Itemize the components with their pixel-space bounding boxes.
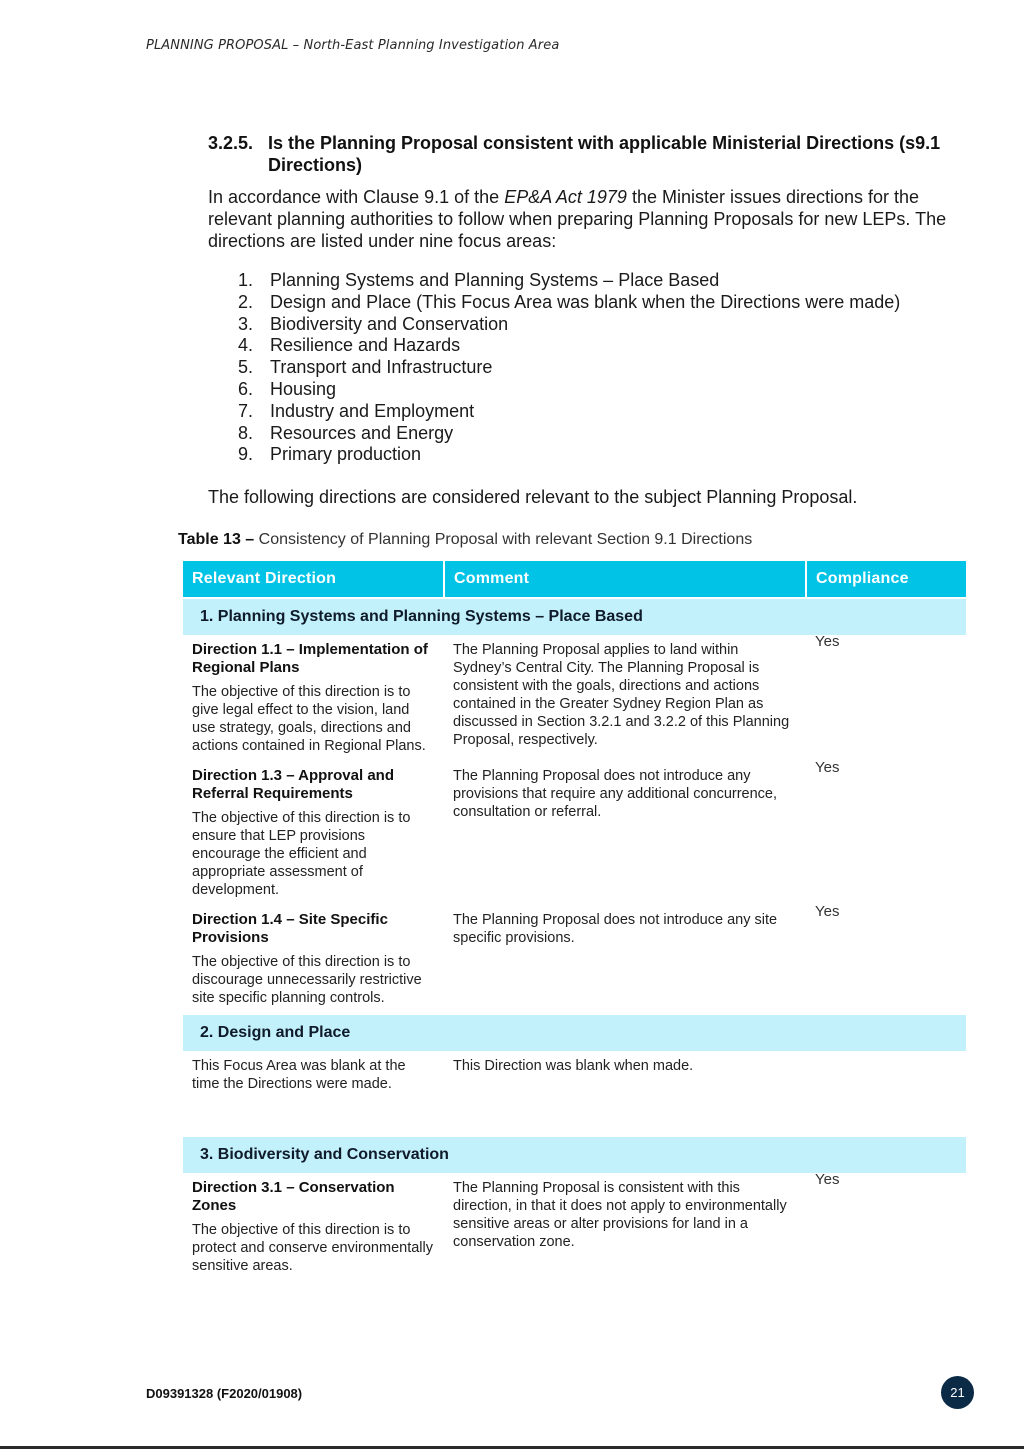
table-caption: [178, 531, 752, 549]
intro-paragraph: [208, 186, 968, 252]
table-caption-label: Table 13 –: [178, 531, 255, 548]
focus-area-item: [238, 444, 968, 466]
column-header-comment: Comment: [444, 561, 806, 598]
focus-area-label: Industry and Employment: [270, 400, 475, 421]
focus-area-item: [238, 423, 968, 445]
focus-area-item: [238, 314, 968, 336]
focus-area-number: 9.: [238, 444, 254, 465]
direction-cell: [183, 1173, 444, 1281]
footer-document-id: D09391328 (F2020/01908): [146, 1386, 303, 1401]
table-caption-text: Consistency of Planning Proposal with relevant Section 9.1 Directions: [254, 531, 753, 548]
focus-area-label: Housing: [270, 378, 337, 399]
table-row: [183, 761, 966, 905]
compliance-cell: [806, 905, 966, 1014]
compliance-value: Yes: [815, 633, 840, 650]
focus-area-number: 3.: [238, 313, 254, 334]
table-row: [183, 635, 966, 761]
focus-area-item: [238, 357, 968, 379]
group-label: 3. Biodiversity and Conservation: [183, 1136, 966, 1173]
direction-objective: The objective of this direction is to give legal effect to the vision, land use strategy, goals, directions and actions contained in Regional Plans.: [192, 684, 426, 754]
spacer-row: [183, 1099, 966, 1136]
focus-area-number: 1.: [238, 270, 254, 290]
focus-area-list: [208, 270, 968, 466]
group-row: [183, 1014, 966, 1051]
compliance-cell: [806, 761, 966, 905]
lead-paragraph: The following directions are considered relevant to the subject Planning Proposal.: [208, 487, 858, 508]
section-title: Is the Planning Proposal consistent with applicable Ministerial Directions (s9.1 Directions): [268, 133, 941, 175]
table-row: [183, 1051, 966, 1099]
direction-cell: [183, 1051, 444, 1099]
focus-area-label: Design and Place (This Focus Area was blank when the Directions were made): [270, 291, 901, 312]
running-header: PLANNING PROPOSAL – North-East Planning Investigation Area: [146, 38, 560, 53]
direction-title: Direction 1.4 – Site Specific Provisions: [192, 911, 388, 946]
column-header-relevant-direction: Relevant Direction: [183, 561, 444, 598]
group-row: [183, 598, 966, 635]
group-label: 2. Design and Place: [183, 1014, 966, 1051]
direction-cell: [183, 635, 444, 761]
compliance-value: Yes: [815, 903, 840, 920]
section-heading: [208, 132, 968, 176]
compliance-value: Yes: [815, 759, 840, 776]
compliance-cell: [806, 1051, 966, 1099]
compliance-cell: [806, 1173, 966, 1281]
direction-title: Direction 1.1 – Implementation of Regional Plans: [192, 641, 428, 676]
compliance-cell: [806, 635, 966, 761]
focus-area-item: [238, 270, 968, 292]
focus-area-label: Planning Systems and Planning Systems – Place Based: [270, 270, 720, 290]
direction-objective: The objective of this direction is to discourage unnecessarily restrictive site specific planning controls.: [192, 954, 422, 1006]
section-3-2-5: [208, 132, 968, 508]
column-header-compliance: Compliance: [806, 561, 966, 598]
focus-area-number: 6.: [238, 378, 254, 399]
comment-cell: The Planning Proposal applies to land within Sydney’s Central City. The Planning Proposal is consistent with the goals, directions and actions contained in the Greater Sydney Region Plan as discussed in Section 3.2.1 and 3.2.2 of this Planning Proposal, respectively.: [453, 642, 790, 748]
table-row: [183, 905, 966, 1014]
page-number-badge: 21: [941, 1376, 974, 1409]
direction-title: Direction 1.3 – Approval and Referral Requirements: [192, 767, 394, 802]
intro-after: the Minister issues directions for the relevant planning authorities to follow when preparing Planning Proposals for new LEPs. The directions are listed under nine focus areas:: [208, 187, 947, 251]
focus-area-label: Resources and Energy: [270, 422, 454, 443]
focus-area-item: [238, 335, 968, 357]
focus-area-label: Biodiversity and Conservation: [270, 313, 509, 334]
focus-area-label: Primary production: [270, 444, 422, 465]
focus-area-item: [238, 379, 968, 401]
direction-cell: [183, 905, 444, 1014]
comment-cell: The Planning Proposal is consistent with this direction, in that it does not apply to environmentally sensitive areas or alter provisions for land in a conservation zone.: [453, 1180, 787, 1250]
table-row: [183, 1173, 966, 1281]
focus-area-number: 4.: [238, 335, 254, 356]
spacer-cell: [183, 1099, 966, 1136]
focus-area-item: [238, 292, 968, 314]
comment-cell: The Planning Proposal does not introduce any provisions that require any additional concurrence, consultation or referral.: [453, 768, 778, 820]
act-name: EP&A Act 1979: [504, 187, 627, 207]
section-number: 3.2.5.: [208, 133, 254, 153]
focus-area-number: 7.: [238, 400, 254, 421]
group-label: 1. Planning Systems and Planning Systems – Place Based: [183, 598, 966, 635]
direction-objective: This Focus Area was blank at the time the Directions were made.: [192, 1058, 406, 1092]
focus-area-label: Resilience and Hazards: [270, 335, 461, 356]
direction-cell: [183, 761, 444, 905]
group-row: [183, 1136, 966, 1173]
direction-objective: The objective of this direction is to protect and conserve environmentally sensitive areas.: [192, 1222, 433, 1274]
direction-objective: The objective of this direction is to ensure that LEP provisions encourage the efficient and appropriate assessment of development.: [192, 810, 411, 898]
compliance-value: Yes: [815, 1171, 840, 1188]
intro-before: In accordance with Clause 9.1 of the: [208, 187, 505, 207]
focus-area-item: [238, 401, 968, 423]
comment-cell: The Planning Proposal does not introduce any site specific provisions.: [453, 912, 778, 946]
direction-title: Direction 3.1 – Conservation Zones: [192, 1179, 395, 1214]
focus-area-number: 2.: [238, 291, 254, 312]
table-header-row: [183, 561, 966, 598]
focus-area-number: 8.: [238, 422, 254, 443]
focus-area-label: Transport and Infrastructure: [270, 357, 493, 378]
comment-cell: This Direction was blank when made.: [453, 1058, 694, 1074]
directions-table: [183, 561, 966, 1281]
focus-area-number: 5.: [238, 357, 254, 378]
